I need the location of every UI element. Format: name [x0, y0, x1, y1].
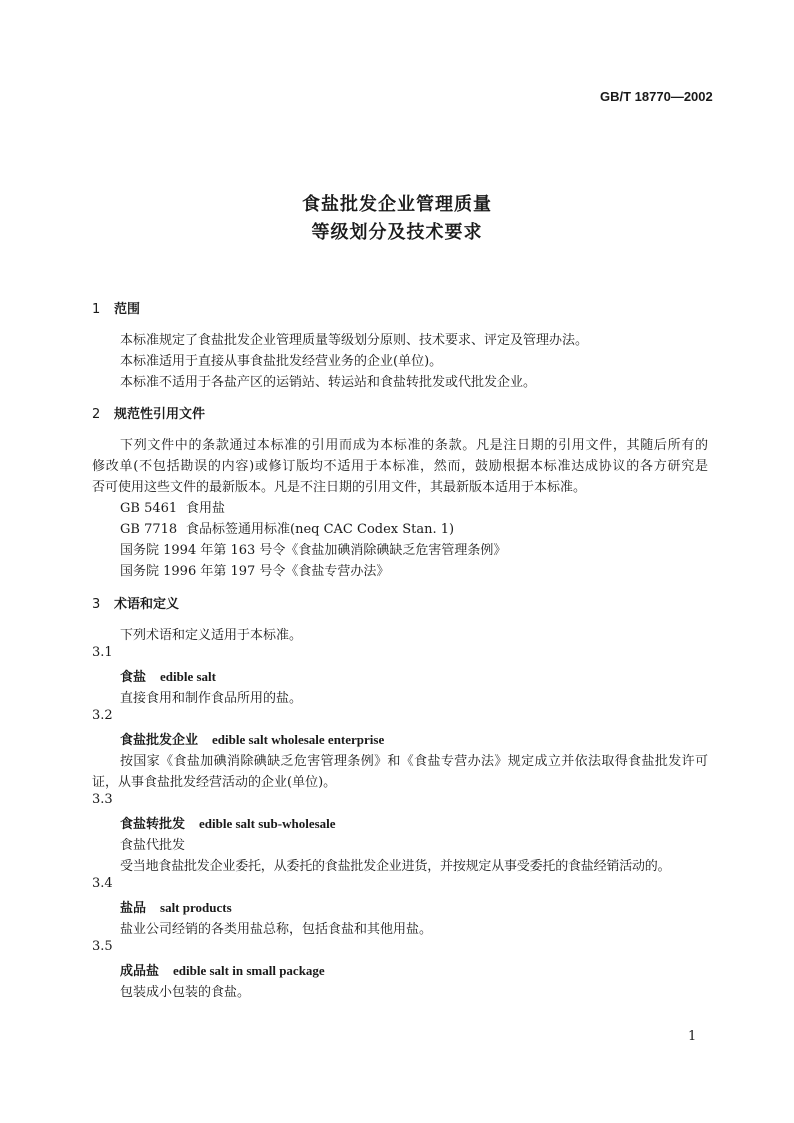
term-definition: 按国家《食盐加碘消除碘缺乏危害管理条例》和《食盐专营办法》规定成立并依法取得食盐批发许可 [120, 754, 708, 769]
reference-code: GB 7718 [120, 522, 178, 537]
term-synonym: 食盐代批发 [120, 838, 186, 853]
term-zh: 食盐批发企业 [120, 733, 199, 748]
document-title-line-2: 等级划分及技术要求 [311, 222, 483, 243]
term-zh: 成品盐 [120, 964, 160, 979]
section-2-heading [92, 403, 205, 422]
term-definition: 直接食用和制作食品所用的盐。 [120, 691, 303, 706]
term-zh: 食盐 [120, 670, 147, 685]
paragraph: 本标准规定了食盐批发企业管理质量等级划分原则、技术要求、评定及管理办法。 [120, 333, 589, 348]
term-en: edible salt in small package [173, 963, 325, 978]
section-title: 规范性引用文件 [114, 407, 206, 422]
clause-number: 3.5 [92, 939, 113, 954]
section-number: 1 [92, 302, 101, 317]
term-entry [120, 897, 232, 916]
section-number: 3 [92, 597, 101, 612]
term-entry [120, 960, 325, 979]
term-entry [120, 813, 336, 832]
normative-reference [120, 518, 454, 537]
term-en: salt products [160, 900, 232, 915]
paragraph: 下列术语和定义适用于本标准。 [120, 628, 303, 643]
reference-title: 食品标签通用标准(neq CAC Codex Stan. 1) [186, 522, 455, 537]
section-title: 范围 [114, 302, 141, 317]
section-1-heading [92, 298, 140, 317]
paragraph-line: 否可使用这些文件的最新版本。凡是不注日期的引用文件，其最新版本适用于本标准。 [92, 480, 587, 495]
regulation-reference: 国务院 1994 年第 163 号令《食盐加碘消除碘缺乏危害管理条例》 [120, 543, 507, 558]
term-en: edible salt wholesale enterprise [212, 732, 385, 747]
paragraph-line: 修改单(不包括勘误的内容)或修订版均不适用于本标准，然而，鼓励根据本标准达成协议的各方研究是 [92, 459, 708, 474]
reference-title: 食用盐 [186, 501, 226, 516]
term-zh: 盐品 [120, 901, 147, 916]
section-title: 术语和定义 [114, 597, 180, 612]
section-3-heading [92, 593, 179, 612]
term-en: edible salt [160, 669, 216, 684]
paragraph: 本标准不适用于各盐产区的运销站、转运站和食盐转批发或代批发企业。 [120, 375, 537, 390]
term-entry [120, 729, 384, 748]
clause-number: 3.2 [92, 708, 113, 723]
standard-code: GB/T 18770—2002 [600, 89, 713, 104]
clause-number: 3.1 [92, 645, 113, 660]
clause-number: 3.3 [92, 792, 113, 807]
section-number: 2 [92, 407, 101, 422]
term-definition: 包装成小包装的食盐。 [120, 985, 251, 1000]
term-definition: 盐业公司经销的各类用盐总称，包括食盐和其他用盐。 [120, 922, 433, 937]
term-definition: 受当地食盐批发企业委托，从委托的食盐批发企业进货，并按规定从事受委托的食盐经销活动的。 [120, 859, 671, 874]
page-number: 1 [688, 1029, 697, 1044]
term-zh: 食盐转批发 [120, 817, 186, 832]
clause-number: 3.4 [92, 876, 113, 891]
term-definition: 证，从事食盐批发经营活动的企业(单位)。 [92, 775, 337, 790]
normative-reference [120, 497, 225, 516]
document-title-line-1: 食盐批发企业管理质量 [302, 194, 492, 215]
reference-code: GB 5461 [120, 501, 178, 516]
regulation-reference: 国务院 1996 年第 197 号令《食盐专营办法》 [120, 564, 390, 579]
term-en: edible salt sub-wholesale [199, 816, 336, 831]
term-entry [120, 666, 216, 685]
paragraph-line: 下列文件中的条款通过本标准的引用而成为本标准的条款。凡是注日期的引用文件，其随后所有的 [120, 438, 708, 453]
paragraph: 本标准适用于直接从事食盐批发经营业务的企业(单位)。 [120, 354, 443, 369]
